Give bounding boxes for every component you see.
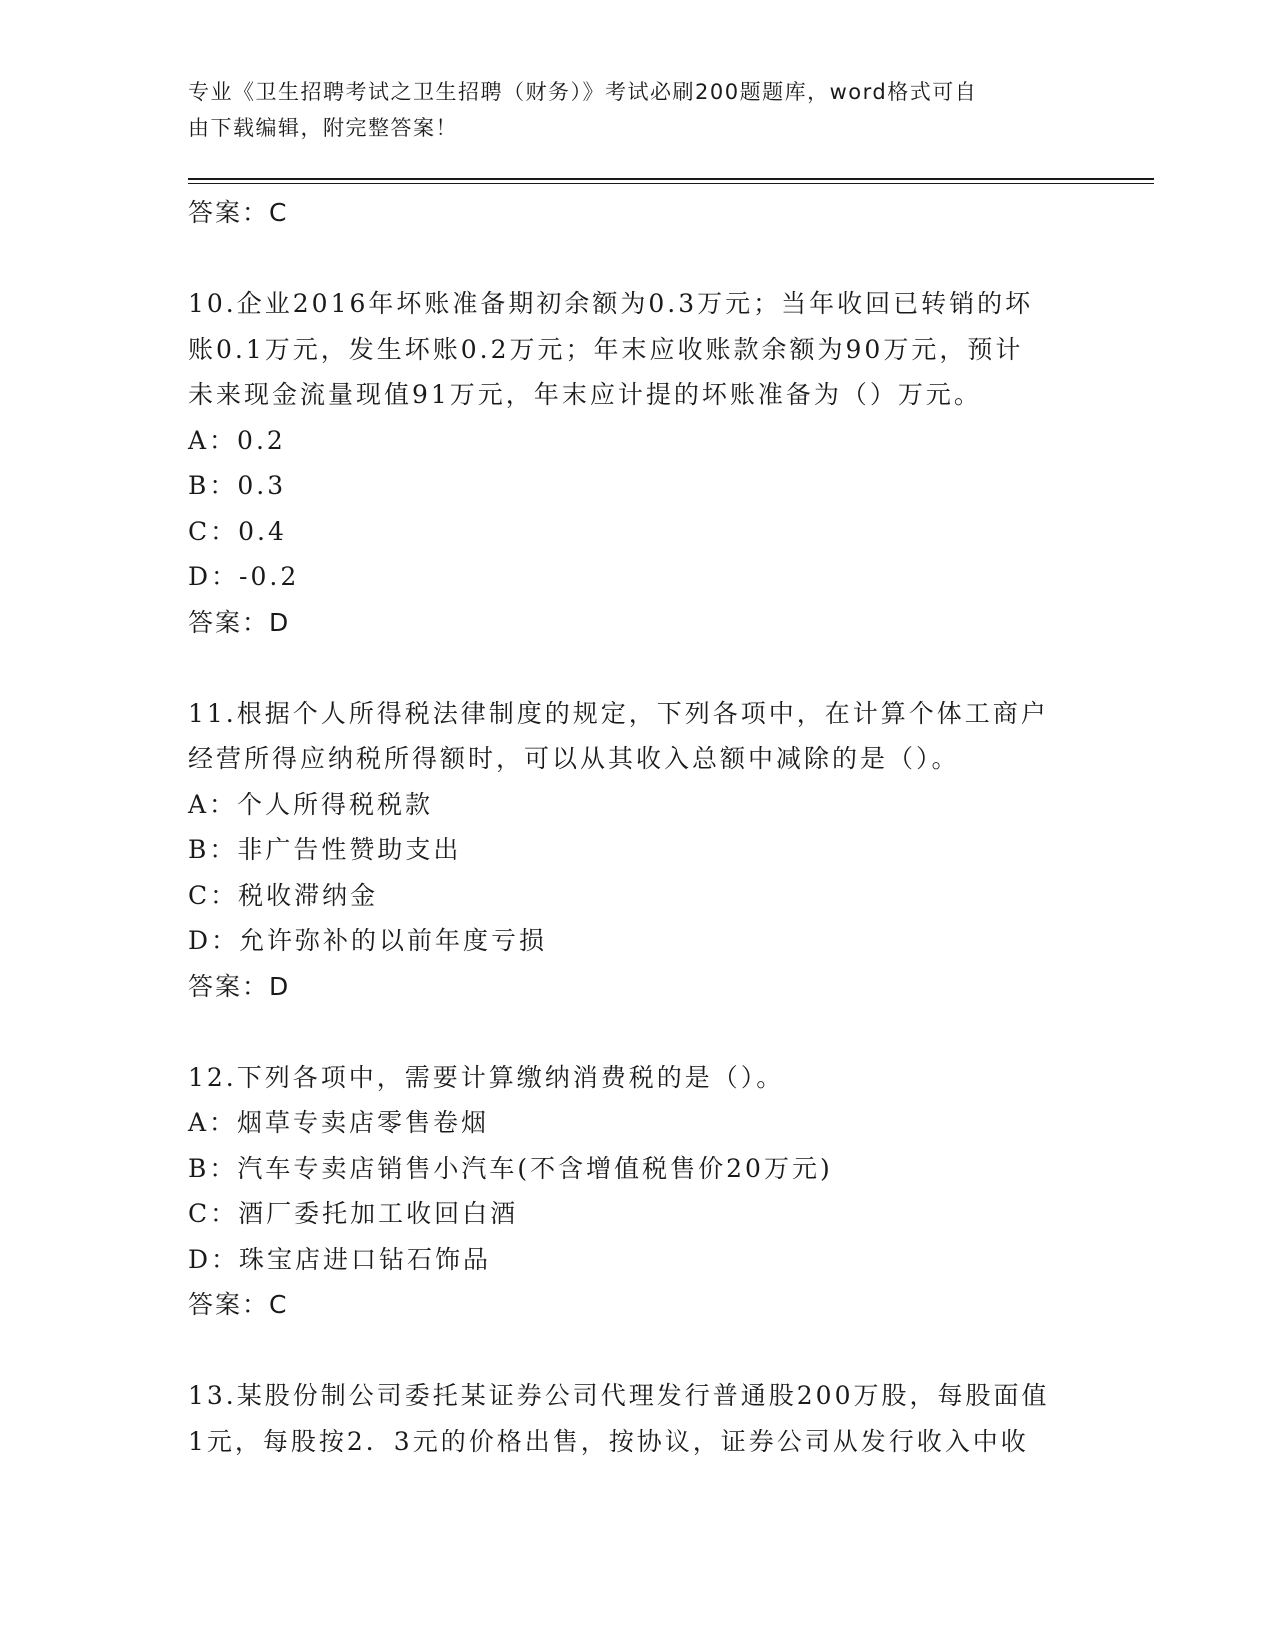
question-13 <box>188 1373 1088 1464</box>
answer-label: 答案：C <box>188 1290 289 1319</box>
option-d: D：-0.2 <box>188 562 300 591</box>
question-11 <box>188 691 1088 1010</box>
question-stem-line: 未来现金流量现值91万元，年末应计提的坏账准备为（）万元。 <box>188 380 982 409</box>
option-c: C：税收滞纳金 <box>188 880 379 910</box>
header-divider-thin <box>188 183 1154 184</box>
question-stem-line: 账0.1万元，发生坏账0.2万元；年末应收账款余额为90万元，预计 <box>188 334 1024 364</box>
question-10 <box>188 281 1088 645</box>
previous-answer: 答案：C <box>188 198 289 227</box>
question-stem-line: 经营所得应纳税所得额时，可以从其收入总额中减除的是（）。 <box>188 744 960 773</box>
option-a: A：0.2 <box>188 425 286 455</box>
spacer <box>188 236 1088 282</box>
option-d: D：珠宝店进口钻石饰品 <box>188 1244 492 1274</box>
option-a: A：个人所得税税款 <box>188 789 434 819</box>
option-b: B：汽车专卖店销售小汽车(不含增值税售价20万元) <box>188 1153 833 1183</box>
header-line-2: 由下载编辑，附完整答案！ <box>188 116 458 140</box>
question-stem-line: 10.企业2016年坏账准备期初余额为0.3万元；当年收回已转销的坏 <box>188 289 1034 318</box>
header-divider-thick <box>188 178 1154 180</box>
question-stem-line: 13.某股份制公司委托某证券公司代理发行普通股200万股，每股面值 <box>188 1381 1050 1410</box>
question-stem-line: 1元，每股按2．3元的价格出售，按协议，证券公司从发行收入中收 <box>188 1426 1029 1456</box>
question-stem-line: 12.下列各项中，需要计算缴纳消费税的是（）。 <box>188 1062 785 1092</box>
option-b: B：0.3 <box>188 471 287 500</box>
option-a: A：烟草专卖店零售卷烟 <box>188 1108 490 1137</box>
header-line-1: 专业《卫生招聘考试之卫生招聘（财务）》考试必刷200题题库，word格式可自 <box>188 80 978 104</box>
option-b: B：非广告性赞助支出 <box>188 835 462 864</box>
option-d: D：允许弥补的以前年度亏损 <box>188 926 548 955</box>
option-c: C：酒厂委托加工收回白酒 <box>188 1199 519 1228</box>
question-stem-line: 11.根据个人所得税法律制度的规定，下列各项中，在计算个体工商户 <box>188 698 1049 728</box>
spacer <box>188 645 1088 691</box>
option-c: C：0.4 <box>188 516 287 546</box>
answer-label: 答案：D <box>188 971 291 1001</box>
document-header <box>188 74 1088 146</box>
question-list <box>188 190 1088 1464</box>
spacer <box>188 1328 1088 1374</box>
question-12 <box>188 1055 1088 1328</box>
spacer <box>188 1009 1088 1055</box>
answer-label: 答案：D <box>188 607 291 637</box>
